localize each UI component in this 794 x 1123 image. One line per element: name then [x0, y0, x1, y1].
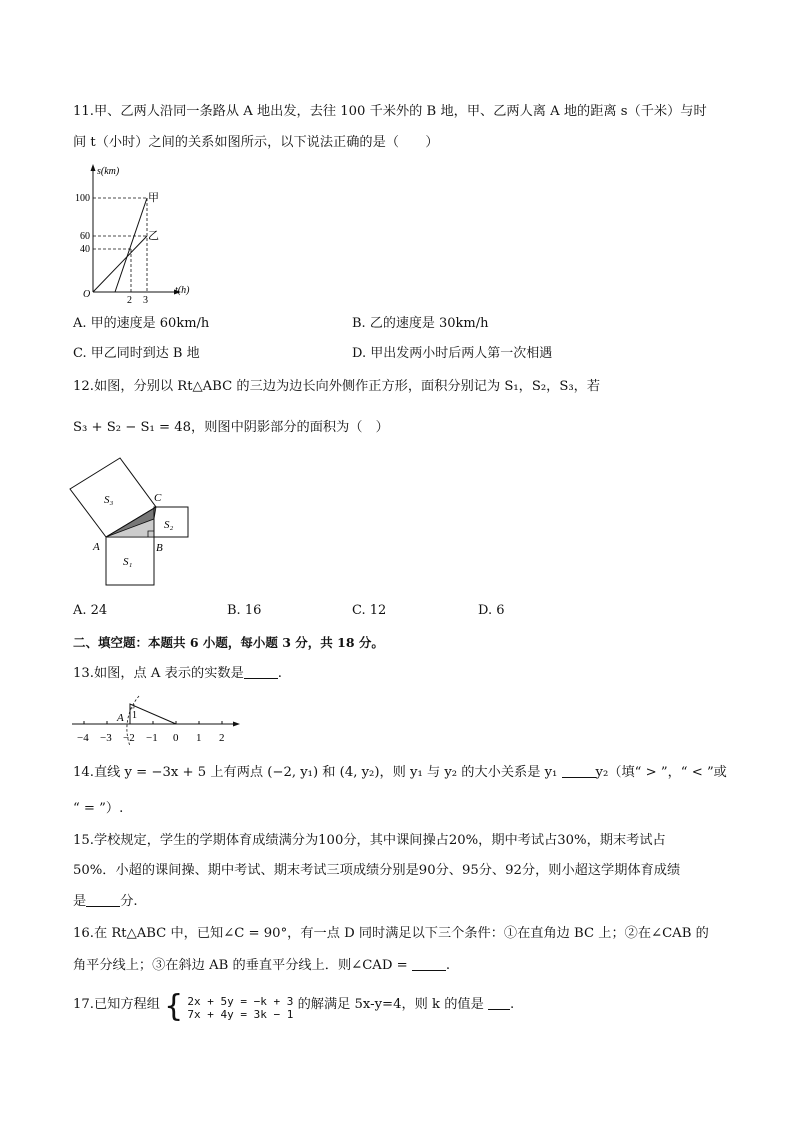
equation-2: 7x + 4y = 3k − 1 — [187, 1008, 294, 1021]
q13-text — [73, 665, 282, 683]
q16-post: . — [445, 958, 451, 973]
q11-text-line2: 间 t（小时）之间的关系如图所示，以下说法正确的是（ ） — [73, 135, 439, 150]
equation-system — [187, 995, 293, 1021]
q11-text-line1: 11.甲、乙两人沿同一条路从 A 地出发，去往 100 千米外的 B 地，甲、乙两人离 A 地的距离 s（千米）与时 — [73, 104, 707, 119]
side-label: 1 — [132, 710, 137, 721]
q12-option-a: A. 24 — [73, 603, 108, 618]
y-axis-label: s(km) — [97, 166, 120, 177]
line-jia — [115, 198, 147, 292]
section-2-heading: 二、填空题：本题共 6 小题，每小题 3 分，共 18 分。 — [73, 635, 384, 650]
label-b: B — [156, 542, 163, 554]
label-a: A — [93, 541, 100, 553]
equation-1: 2x + 5y = −k + 3 — [187, 995, 294, 1008]
q12-pythagoras-figure — [68, 455, 193, 590]
q17-end: . — [510, 997, 515, 1012]
q13-number-line — [70, 690, 245, 745]
q12-option-d: D. 6 — [478, 603, 505, 618]
label-jia: 甲 — [148, 192, 159, 204]
label-c: C — [154, 492, 162, 504]
q13-end: . — [277, 666, 282, 681]
q15-text-line1: 15.学校规定，学生的学期体育成绩满分为100分，其中课间操占20%，期中考试占30%，期末考试占 — [73, 833, 666, 848]
q12-option-c: C. 12 — [352, 603, 387, 618]
q16-text-line1: 16.在 Rt△ABC 中，已知∠C = 90°，有一点 D 同时满足以下三个条件：①在直角边 BC 上；②在∠CAB 的 — [73, 926, 709, 941]
q16-answer-blank[interactable] — [412, 958, 446, 971]
line-yi — [93, 236, 147, 292]
q12-option-b: B. 16 — [227, 603, 262, 618]
y-axis-arrow — [91, 164, 96, 171]
q13-answer-blank[interactable] — [244, 666, 278, 679]
tick-neg3: −3 — [100, 732, 112, 744]
q11-option-b: B. 乙的速度是 30km/h — [352, 316, 489, 331]
q14-question: 14.直线 y = −3x + 5 上有两点 (−2, y₁) 和 (4, y₂)，则 y₁ 与 y₂ 的大小关系是 y₁ — [73, 765, 558, 780]
label-s2: S₂ — [164, 519, 174, 531]
q17-text — [73, 989, 515, 1024]
x-tick-3: 3 — [143, 295, 148, 306]
y-tick-60: 60 — [80, 231, 90, 242]
q16-pre: 角平分线上；③在斜边 AB 的垂直平分线上．则∠CAD = — [73, 958, 408, 973]
point-a-label: A — [117, 712, 124, 724]
q15-pre: 是 — [73, 894, 87, 909]
q13-question: 13.如图，点 A 表示的实数是 — [73, 666, 244, 681]
q17-answer-blank[interactable] — [488, 997, 510, 1010]
q11-option-a: A. 甲的速度是 60km/h — [73, 316, 210, 331]
q15-text-line2: 50%．小超的课间操、期中考试、期末考试三项成绩分别是90分、95分、92分，则小超这学期体育成绩 — [73, 863, 681, 878]
label-s1: S₁ — [123, 556, 133, 568]
y-tick-100: 100 — [75, 193, 90, 204]
tick-neg1: −1 — [146, 732, 158, 744]
tick-1: 1 — [196, 732, 202, 744]
tick-neg2: −2 — [123, 732, 135, 744]
label-s3: S₃ — [104, 494, 114, 506]
tick-neg4: −4 — [77, 732, 89, 744]
q14-text-line1 — [73, 764, 727, 782]
q14-answer-blank[interactable] — [562, 765, 596, 778]
q14-question-cont: y₂（填“ > ”，“ < ”或 — [595, 765, 727, 780]
q11-option-c: C. 甲乙同时到达 B 地 — [73, 346, 200, 361]
q17-post: 的解满足 5x-y=4，则 k 的值是 — [297, 997, 484, 1012]
origin-label: O — [83, 289, 91, 300]
q11-distance-time-graph — [75, 160, 205, 306]
y-tick-40: 40 — [80, 244, 90, 255]
q15-answer-blank[interactable] — [86, 894, 120, 907]
q15-text-line3 — [73, 893, 138, 911]
q11-option-d: D. 甲出发两小时后两人第一次相遇 — [352, 346, 553, 361]
x-tick-2: 2 — [127, 295, 132, 306]
q12-text-line2: S₃ + S₂ − S₁ = 48，则图中阴影部分的面积为（ ） — [73, 420, 389, 435]
label-yi: 乙 — [148, 230, 159, 242]
x-axis-label: t(h) — [175, 285, 190, 296]
q15-post: 分. — [120, 894, 138, 909]
q16-text-line2 — [73, 957, 450, 975]
q14-text-line2: “ = ”）. — [73, 801, 124, 816]
tick-0: 0 — [173, 732, 179, 744]
number-axis-arrow — [233, 722, 240, 727]
tick-2: 2 — [219, 732, 225, 744]
q17-pre: 17.已知方程组 — [73, 997, 160, 1012]
brace-icon: { — [164, 989, 184, 1024]
q12-text-line1: 12.如图，分别以 Rt△ABC 的三边为边长向外侧作正方形，面积分别记为 S₁，S₂，S₃，若 — [73, 379, 601, 394]
